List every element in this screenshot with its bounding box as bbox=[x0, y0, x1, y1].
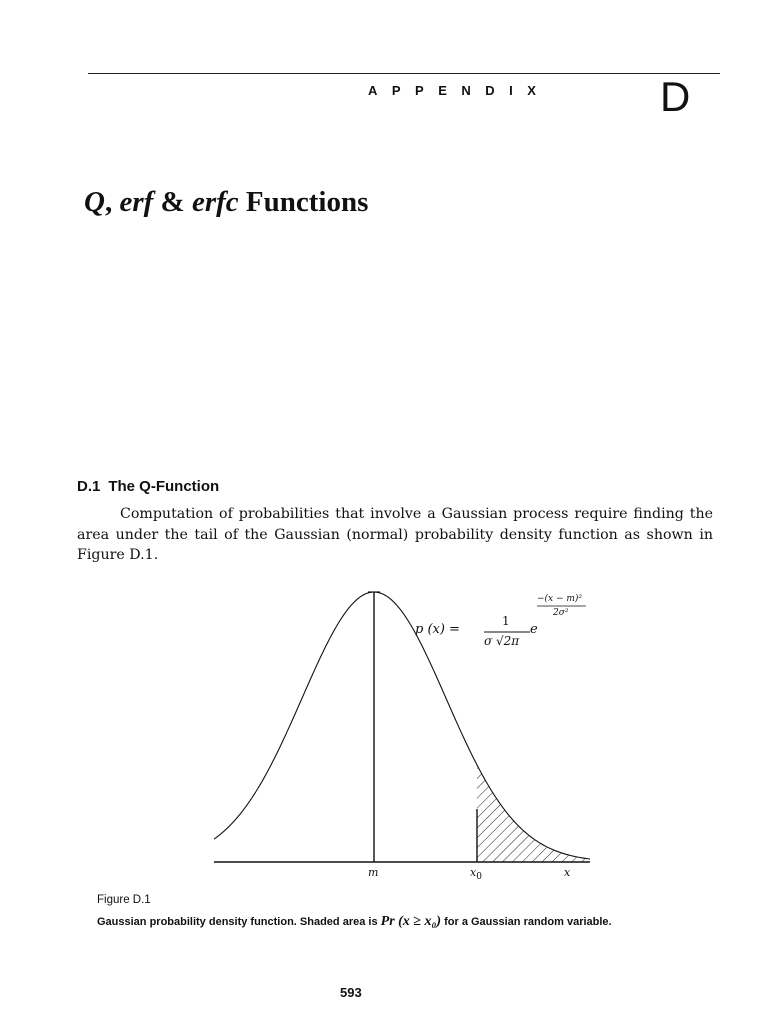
header-rule bbox=[88, 73, 720, 74]
appendix-letter: D bbox=[660, 73, 691, 120]
title-erfc: erfc bbox=[191, 186, 239, 218]
axis-label-x0-main: x bbox=[470, 866, 477, 879]
caption-post: for a Gaussian random variable. bbox=[444, 916, 612, 928]
section-heading bbox=[77, 478, 219, 495]
title-word: Functions bbox=[245, 186, 369, 218]
title-amp: & bbox=[160, 186, 185, 218]
formula-lhs: p (x) = bbox=[415, 622, 460, 637]
chapter-title bbox=[84, 186, 368, 219]
caption-math: Pr (x ≥ x₀) bbox=[380, 914, 442, 929]
body-paragraph bbox=[77, 504, 713, 566]
formula-numerator: 1 bbox=[502, 614, 510, 628]
title-sep: , bbox=[104, 186, 113, 218]
gaussian-plot bbox=[200, 580, 620, 890]
formula-exponent-numerator: −(x − m)² bbox=[537, 594, 583, 604]
title-erf: erf bbox=[119, 186, 154, 218]
axis-label-x0 bbox=[470, 866, 482, 882]
axis-label-x: x bbox=[564, 866, 571, 879]
section-number: D.1 bbox=[77, 478, 101, 495]
figure-caption bbox=[97, 915, 697, 929]
paragraph-text: Computation of probabilities that involve a Gaussian process require finding the area under the tail of the Gaussian (normal) probability density function as shown in Figure D.1. bbox=[77, 506, 713, 563]
section-title: The Q-Function bbox=[108, 478, 220, 495]
axis-label-m: m bbox=[368, 866, 379, 879]
formula-denominator: σ √2π bbox=[484, 634, 520, 648]
figure-label: Figure D.1 bbox=[97, 894, 151, 906]
shaded-tail-area bbox=[477, 765, 590, 862]
title-q: Q bbox=[84, 186, 105, 218]
appendix-label: APPENDIX bbox=[368, 83, 551, 98]
axis-label-x0-sub: 0 bbox=[476, 872, 482, 883]
caption-pre: Gaussian probability density function. Shaded area is bbox=[97, 916, 378, 928]
page-number: 593 bbox=[340, 985, 362, 1000]
formula-exp-base: e bbox=[530, 622, 538, 637]
formula-exponent-denominator: 2σ² bbox=[553, 608, 569, 618]
gaussian-figure bbox=[200, 580, 620, 890]
